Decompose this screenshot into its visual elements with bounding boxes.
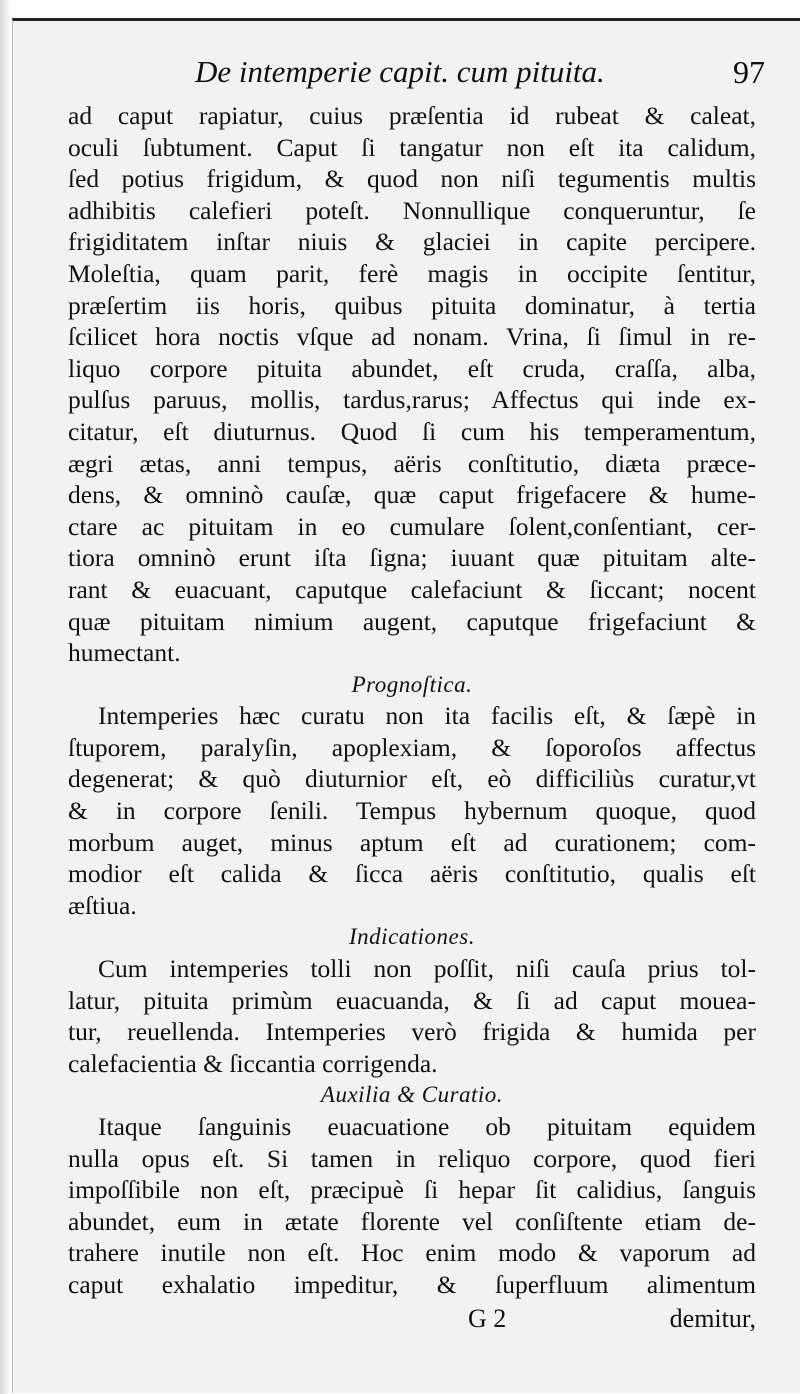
catchword: demitur, <box>669 1303 756 1333</box>
text-line: ctare ac pituitam in eo cumulare ſolent,conſentiant, cer- <box>68 511 756 541</box>
paragraph-symptoms <box>68 100 756 669</box>
text-line: adhibitis calefieri poteſt. Nonnullique conqueruntur, ſe <box>68 195 756 225</box>
text-line: modior eſt calida & ſicca aëris conſtitutio, qualis eſt <box>68 859 756 889</box>
text-line: impoſſibile non eſt, præcipuè ſi hepar ſit calidius, ſanguis <box>68 1175 756 1205</box>
paragraph-indicationes <box>68 953 756 1079</box>
page-gutter-shadow <box>0 0 10 1394</box>
running-head <box>195 52 765 100</box>
page-footer <box>68 1301 756 1337</box>
text-line: Intemperies hæc curatu non ita facilis eſt, & ſæpè in <box>98 701 756 731</box>
text-line: dens, & omninò cauſæ, quæ caput frigefacere & hume- <box>68 480 756 510</box>
paragraph-curatio <box>68 1111 756 1301</box>
section-heading-indicationes: Indicationes. <box>349 924 475 950</box>
text-line: Moleſtia, quam parit, ferè magis in occipite ſentitur, <box>68 258 756 288</box>
text-line: rant & euacuant, caputque calefaciunt & ſiccant; nocent <box>68 574 756 604</box>
text-line: ægri ætas, anni tempus, aëris conſtitutio, diæta præce- <box>68 448 756 478</box>
text-line: ſcilicet hora noctis vſque ad nonam. Vrina, ſi ſimul in re- <box>68 322 756 352</box>
text-line: ſtuporem, paralyſin, apoplexiam, & ſoporoſos affectus <box>68 732 756 762</box>
paragraph-prognostica <box>68 700 756 921</box>
running-title: De intemperie capit. cum pituita. <box>195 54 605 89</box>
text-line: latur, pituita primùm euacuanda, & ſi ad caput mouea- <box>68 985 756 1015</box>
text-line: caput exhalatio impeditur, & ſuperfluum alimentum <box>68 1269 756 1299</box>
text-line: liquo corpore pituita abundet, eſt cruda, craſſa, alba, <box>68 353 756 383</box>
text-line: trahere inutile non eſt. Hoc enim modo & vaporum ad <box>68 1238 756 1268</box>
text-line: oculi ſubtument. Caput ſi tangatur non eſt ita calidum, <box>68 132 756 162</box>
signature-mark: G 2 <box>468 1303 507 1333</box>
text-line: tiora omninò erunt iſta ſigna; iuuant quæ pituitam alte- <box>68 543 756 573</box>
text-line: ad caput rapiatur, cuius præſentia id rubeat & caleat, <box>68 101 756 130</box>
text-line: tur, reuellenda. Intemperies verò frigida & humida per <box>68 1017 756 1047</box>
body-text <box>68 100 756 1337</box>
text-line: humectant. <box>68 638 181 668</box>
text-line: præſertim iis horis, quibus pituita dominatur, à tertia <box>68 290 756 320</box>
text-line: ſed potius frigidum, & quod non niſi tegumentis multis <box>68 164 756 194</box>
text-line: frigiditatem inſtar niuis & glaciei in capite percipere. <box>68 227 756 257</box>
text-line: & in corpore ſenili. Tempus hybernum quoque, quod <box>68 796 756 826</box>
text-line: nulla opus eſt. Si tamen in reliquo corpore, quod fieri <box>68 1143 756 1173</box>
section-heading-auxilia: Auxilia & Curatio. <box>320 1082 504 1108</box>
text-line: æſtiua. <box>68 890 137 920</box>
text-line: abundet, eum in ætate florente vel conſiſtente etiam de- <box>68 1206 756 1236</box>
page-number: 97 <box>733 54 765 90</box>
text-line: calefacientia & ſiccantia corrigenda. <box>68 1048 438 1078</box>
text-line: quæ pituitam nimium augent, caputque frigefaciunt & <box>68 606 756 636</box>
text-line: Cum intemperies tolli non poſſit, niſi cauſa prius tol- <box>98 954 756 984</box>
text-line: citatur, eſt diuturnus. Quod ſi cum his temperamentum, <box>68 416 756 446</box>
text-line: morbum auget, minus aptum eſt ad curationem; com- <box>68 827 756 857</box>
text-line: degenerat; & quò diuturnior eſt, eò difficiliùs curatur,vt <box>68 764 756 794</box>
section-heading-prognostica: Prognoſtica. <box>351 671 473 697</box>
text-line: pulſus paruus, mollis, tardus,rarus; Affectus qui inde ex- <box>68 385 756 415</box>
text-line: Itaque ſanguinis euacuatione ob pituitam equidem <box>98 1112 756 1141</box>
